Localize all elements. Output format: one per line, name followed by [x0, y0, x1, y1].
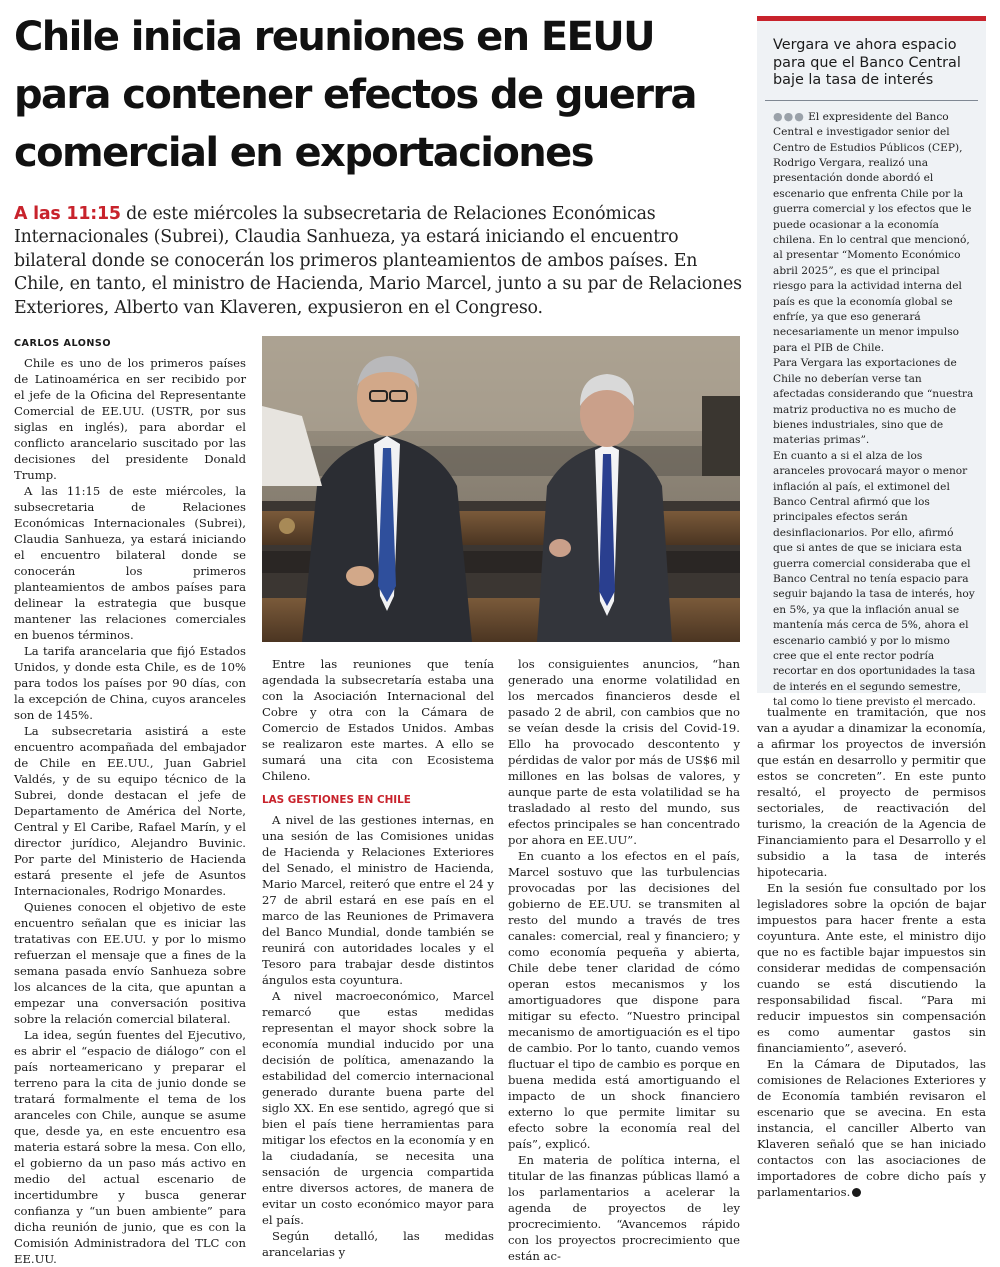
lede-text: de este miércoles la subsecretaria de Relaciones Económicas Internacionales (Subrei), Claudia Sanhueza, ya estará iniciando el encuentro bilateral donde se conocerán los primeros planteamientos de ambos países. En Chile, en tanto, el ministro de Hacienda, Mario Marcel, junto a su par de Relaciones Exteriores, Alberto van Klaveren, expusieron en el Congreso.	[14, 204, 742, 318]
paragraph: A las 11:15 de este miércoles, la subsecretaria de Relaciones Económicas Internacionales (Subrei), Claudia Sanhueza, ya estará iniciando el encuentro bilateral donde se conocerán los primeros planteamientos de ambos países para delinear la estrategia que busque mantener las relaciones comerciales en buenos términos.	[14, 484, 246, 642]
paragraph-text: En la Cámara de Diputados, las comisiones de Relaciones Exteriores y de Economía también revisaron el escenario que se avecina. En esta instancia, el canciller Alberto van Klaveren señaló que se han iniciado contactos con las asociaciones de importadores de cobre dicho país y parlamentarios.	[757, 1057, 986, 1199]
paragraph: En materia de política interna, el titular de las finanzas públicas llamó a los parlamentarios a acelerar la agenda de proyectos de ley procrecimiento. “Avancemos rápido con los proyectos procrecimiento que están ac-	[508, 1153, 740, 1263]
section-title: LAS GESTIONES EN CHILE	[262, 794, 411, 806]
bullet-dots-icon: ●●●	[773, 109, 805, 123]
article-column-2	[262, 656, 494, 1260]
paragraph: La tarifa arancelaria que fijó Estados Unidos, y donde esta Chile, es de 10% para todos los países por 90 días, con la excepción de China, cuyos aranceles son de 145%.	[14, 644, 246, 722]
paragraph: En cuanto a los efectos en el país, Marcel sostuvo que las turbulencias provocadas por las decisiones del gobierno de EE.UU. se transmiten al resto del mundo a través de tres canales: comercial, real y financiero; y como economía pequeña y abierta, Chile debe tener claridad de cómo operan estos mecanismos y los amortiguadores que dispone para mitigar su efecto. “Nuestro principal mecanismo de amortiguación es el tipo de cambio. Por lo tanto, cuando vemos fluctuar el tipo de cambio es porque en buena medida está amortiguando el impacto de un shock financiero externo lo que permite limitar su efecto sobre la economía real del país”, explicó.	[508, 849, 740, 1151]
paragraph: La idea, según fuentes del Ejecutivo, es abrir el “espacio de diálogo” con el país norteamericano y preparar el terreno para la cita de junio donde se tratará formalmente el tema de los aranceles con Chile, aunque se asume que, desde ya, en este encuentro esa materia estará sobre la mesa. Con ello, el gobierno da un paso más activo en medio del actual escenario de incertidumbre y busca generar confianza y “un buen ambiente” para dicha reunión de junio, que es con la Comisión Administradora del TLC con EE.UU.	[14, 1028, 246, 1266]
paragraph: Quienes conocen el objetivo de este encuentro señalan que es iniciar las tratativas con EE.UU. y por lo mismo refuerzan el mensaje que a fines de la semana pasada envío Sanhueza sobre los alcances de la cita, que apuntan a empezar una conversación positiva sobre la relación comercial bilateral.	[14, 900, 246, 1026]
headline: Chile inicia reuniones en EEUU para contener efectos de guerra comercial en exportaciones	[14, 14, 696, 176]
paragraph: Según detalló, las medidas arancelarias y	[262, 1229, 494, 1259]
article-column-1	[14, 336, 246, 1267]
sidebar-paragraph: Para Vergara las exportaciones de Chile no deberían verse tan afectadas considerando que “nuestra matriz productiva no es mucho de bienes industriales, sino que de materias primas”.	[773, 357, 974, 447]
paragraph	[757, 1056, 986, 1200]
article-column-3	[508, 656, 740, 1264]
sidebar-paragraph	[773, 109, 976, 357]
paragraph: La subsecretaria asistirá a este encuentro acompañada del embajador de Chile en EE.UU., Juan Gabriel Valdés, y de su equipo técnico de la Subrei, donde destacan el jefe de Departamento de América del Norte, Central y El Caribe, Rafael Marín, y el director jurídico, Alejandro Buvinic. Por parte del Ministerio de Hacienda estará presente el jefe de Asuntos Internacionales, Rodrigo Monardes.	[14, 724, 246, 898]
paragraph: Entre las reuniones que tenía agendada la subsecretaría estaba una con la Asociación Internacional del Cobre y otra con la Cámara de Comercio de Estados Unidos. Ambas se realizaron este martes. A ello se sumará una cita con Ecosistema Chileno.	[262, 657, 494, 783]
article-photo	[262, 336, 740, 642]
paragraph: los consiguientes anuncios, “han generado una enorme volatilidad en los mercados financieros desde el pasado 2 de abril, con cambios que no se veían desde la crisis del Covid-19. Ello ha provocado descontento y pérdidas de valor por más de US$6 mil millones en las bolsas de valores, y aunque parte de esta volatilidad se ha trasladado al resto del mundo, sus efectos principales se han concentrado por ahora en EE.UU”.	[508, 657, 740, 847]
sidebar-paragraph: En cuanto a si el alza de los aranceles provocará mayor o menor inflación al país, el extimonel del Banco Central afirmó que los principales efectos serán desinflacionarios. Por ello, afirmó que si antes de que se iniciara esta guerra comercial consideraba que el Banco Central no tenía espacio para seguir bajando la tasa de interés, hoy en 5%, ya que la inflación anual se mantenía más cerca de 5%, ahora el escenario cambió y por lo mismo cree que el ente rector podría recortar en dos oportunidades la tasa de interés en el segundo semestre, tal como lo tiene previsto el mercado.	[773, 449, 976, 709]
sidebar-body	[773, 109, 976, 711]
paragraph: A nivel macroeconómico, Marcel remarcó que estas medidas representan el mayor shock sobre la economía mundial inducido por una decisión de política, amenazando la estabilidad del comercio internacional generado durante buena parte del siglo XX. En ese sentido, agregó que si bien el país tiene herramientas para mitigar los efectos en la economía y en la ciudadanía, se necesita una sensación de urgencia compartida entre diversos actores, de manera de evitar un costo económico mayor para el país.	[262, 989, 494, 1227]
article-column-4	[757, 704, 986, 1200]
byline: CARLOS ALONSO	[14, 338, 111, 349]
paragraph: En la sesión fue consultado por los legisladores sobre la opción de bajar impuestos para hacer frente a esta coyuntura. Ante este, el ministro dijo que no es factible bajar impuestos sin considerar medidas de compensación cuando se está discutiendo la responsabilidad fiscal. “Para mi reducir impuestos sin compensación es como aumentar gastos sin financiamiento”, aseveró.	[757, 881, 986, 1055]
lede	[14, 203, 749, 320]
sidebar-paragraph-text: El expresidente del Banco Central e investigador senior del Centro de Estudios Públicos (CEP), Rodrigo Vergara, realizó una presentación donde abordó el escenario que enfrenta Chile por la guerra comercial y los efectos que le puede ocasionar a la economía chilena. En lo central que mencionó, al presentar “Momento Económico abril 2025”, es que el principal riesgo para la actividad interna del país es que la economía global se enfríe, ya que eso generará necesariamente un menor impulso para el PIB de Chile.	[773, 110, 972, 354]
lede-highlight: A las 11:15	[14, 204, 121, 224]
paragraph: tualmente en tramitación, que nos van a ayudar a dinamizar la economía, a afirmar los proyectos de inversión que están en desarrollo y permitir que estos se concreten”. En este punto resaltó, el proyecto de permisos sectoriales, de reactivación del turismo, la creación de la Agencia de Financiamiento para el Desarrollo y el subsidio a la tasa de interés hipotecaria.	[757, 705, 986, 879]
sidebar-title: Vergara ve ahora espacio para que el Banco Central baje la tasa de interés	[773, 37, 961, 89]
divider	[765, 100, 978, 101]
paragraph: Chile es uno de los primeros países de Latinoamérica en ser recibido por el jefe de la Oficina del Representante Comercial de EE.UU. (USTR, por sus siglas en inglés), para abordar el conflicto arancelario suscitado por las decisiones del presidente Donald Trump.	[14, 356, 246, 482]
end-of-article-icon	[852, 1188, 861, 1197]
paragraph: A nivel de las gestiones internas, en una sesión de las Comisiones unidas de Hacienda y Relaciones Exteriores del Senado, el ministro de Hacienda, Mario Marcel, reiteró que entre el 24 y 27 de abril estará en ese país en el marco de las Reuniones de Primavera del Banco Mundial, donde también se reunirá con autoridades locales y el Tesoro para trabajar desde distintos ángulos esta coyuntura.	[262, 813, 494, 987]
photo-illustration	[262, 336, 740, 642]
sidebar-box	[757, 16, 986, 709]
